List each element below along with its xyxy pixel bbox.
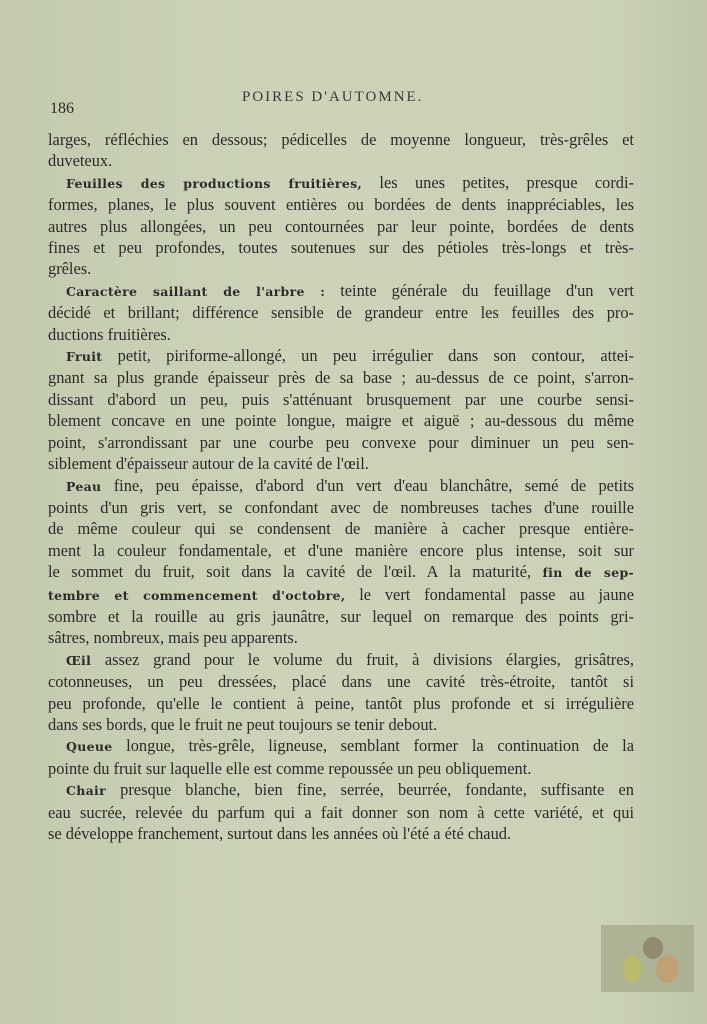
pear-icon (623, 955, 641, 983)
section-heading: fin de sep- (542, 565, 634, 581)
text-line (48, 627, 634, 648)
line-text: blement concave en une pointe longue, maigre et aiguë ; au-dessous du même (48, 411, 634, 431)
text-line (48, 714, 634, 735)
text-line (48, 649, 634, 671)
line-text: fines et peu profondes, toutes soutenues sur des pétioles très-longs et très- (48, 238, 634, 258)
page-number: 186 (50, 100, 74, 117)
line-text: siblement d'épaisseur autour de la cavité de l'œil. (48, 454, 369, 474)
text-line (48, 324, 634, 345)
text-line (48, 584, 634, 606)
line-text: cotonneuses, un peu dressées, placé dans une cavité très-étroite, tantôt si (48, 672, 634, 692)
line-text: grêles. (48, 259, 92, 279)
text-line (48, 345, 634, 367)
line-text: duveteux. (48, 151, 113, 171)
line-text: pointe du fruit sur laquelle elle est comme repoussée un peu obliquement. (48, 758, 532, 778)
text-line (48, 802, 634, 823)
text-line (48, 475, 634, 497)
pear-icon (643, 937, 663, 959)
text-line (48, 216, 634, 237)
text-line (48, 129, 634, 150)
text-line (48, 453, 634, 474)
line-text: fine, peu épaisse, d'abord d'un vert d'eau blanchâtre, semé de petits (101, 475, 634, 495)
text-line (48, 194, 634, 215)
text-line (48, 280, 634, 302)
text-line (48, 671, 634, 692)
line-text: point, s'arrondissant par une courbe peu convexe pour diminuer un peu sen- (48, 432, 634, 452)
line-text: longue, très-grêle, ligneuse, semblant former la continuation de la (112, 736, 634, 756)
text-line (48, 540, 634, 561)
text-line (48, 758, 634, 779)
text-line (48, 150, 634, 171)
line-text: petit, piriforme-allongé, un peu irrégulier dans son contour, attei- (102, 346, 634, 366)
line-text: décidé et brillant; différence sensible de grandeur entre les feuilles des pro- (48, 303, 634, 323)
line-text: larges, réfléchies en dessous; pédicelles de moyenne longueur, très-grêles et (48, 130, 634, 149)
section-heading: Caractère saillant de l'arbre : (66, 283, 326, 299)
text-line (48, 606, 634, 627)
line-text: peu profonde, qu'elle le contient à peine, tantôt plus profonde et si irrégulière (48, 693, 634, 713)
line-text: sâtres, nombreux, mais peu apparents. (48, 628, 298, 648)
text-line (48, 172, 634, 194)
text-line (48, 779, 634, 801)
line-text: eau sucrée, relevée du parfum qui a fait donner son nom à cette variété, et qui (48, 802, 634, 822)
text-line (48, 302, 634, 323)
pear-icon (656, 955, 678, 983)
line-text: de même couleur qui se condensent de manière à cacher presque entière- (48, 519, 634, 539)
line-text: ductions fruitières. (48, 324, 171, 344)
body-text (48, 129, 634, 844)
running-title: POIRES D'AUTOMNE. (242, 89, 424, 105)
section-heading: Feuilles des productions fruitières, (66, 175, 363, 191)
line-text: le sommet du fruit, soit dans la cavité de l'œil. A la maturité, (48, 562, 543, 582)
line-text: formes, planes, le plus souvent entières ou bordées de dents inappréciables, les (48, 195, 634, 215)
line-text: se développe franchement, surtout dans les années où l'été a été chaud. (48, 824, 512, 843)
text-line (48, 497, 634, 518)
pear-illustration-thumbnail (601, 925, 694, 992)
section-heading: Chair (66, 783, 106, 799)
text-line (48, 693, 634, 714)
text-line (48, 735, 634, 757)
line-text: les unes petites, presque cordi- (362, 172, 634, 192)
section-heading: tembre et commencement d'octobre, (48, 587, 346, 603)
text-line (48, 432, 634, 453)
section-heading: Fruit (66, 349, 103, 365)
line-text: ment la couleur fondamentale, et d'une manière encore plus intense, soit sur (48, 540, 634, 560)
text-line (48, 258, 634, 279)
line-text: autres plus allongées, un peu contournées par leur pointe, bordées de dents (48, 216, 634, 236)
line-text: dissant d'abord un peu, puis s'atténuant brusquement par une courbe sensi- (48, 389, 634, 409)
text-line (48, 561, 634, 583)
line-text: dans ses bords, que le fruit ne peut toujours se tenir debout. (48, 714, 438, 734)
line-text: le vert fondamental passe au jaune (345, 584, 634, 604)
line-text: points d'un gris vert, se confondant avec de nombreuses taches d'une rouille (48, 497, 634, 517)
line-text: sombre et la rouille au gris jaunâtre, sur lequel on remarque des points gri- (48, 606, 634, 626)
text-line (48, 518, 634, 539)
line-text: assez grand pour le volume du fruit, à divisions élargies, grisâtres, (91, 649, 634, 669)
text-line (48, 389, 634, 410)
text-line (48, 237, 634, 258)
text-line (48, 367, 634, 388)
section-heading: Œil (66, 652, 92, 668)
line-text: teinte générale du feuillage d'un vert (325, 280, 634, 300)
line-text: presque blanche, bien fine, serrée, beurrée, fondante, suffisante en (105, 780, 634, 800)
line-text: gnant sa plus grande épaisseur près de sa base ; au-dessus de ce point, s'arron- (48, 368, 634, 388)
section-heading: Queue (66, 739, 113, 755)
section-heading: Peau (66, 478, 102, 494)
text-line (48, 823, 634, 844)
text-line (48, 410, 634, 431)
